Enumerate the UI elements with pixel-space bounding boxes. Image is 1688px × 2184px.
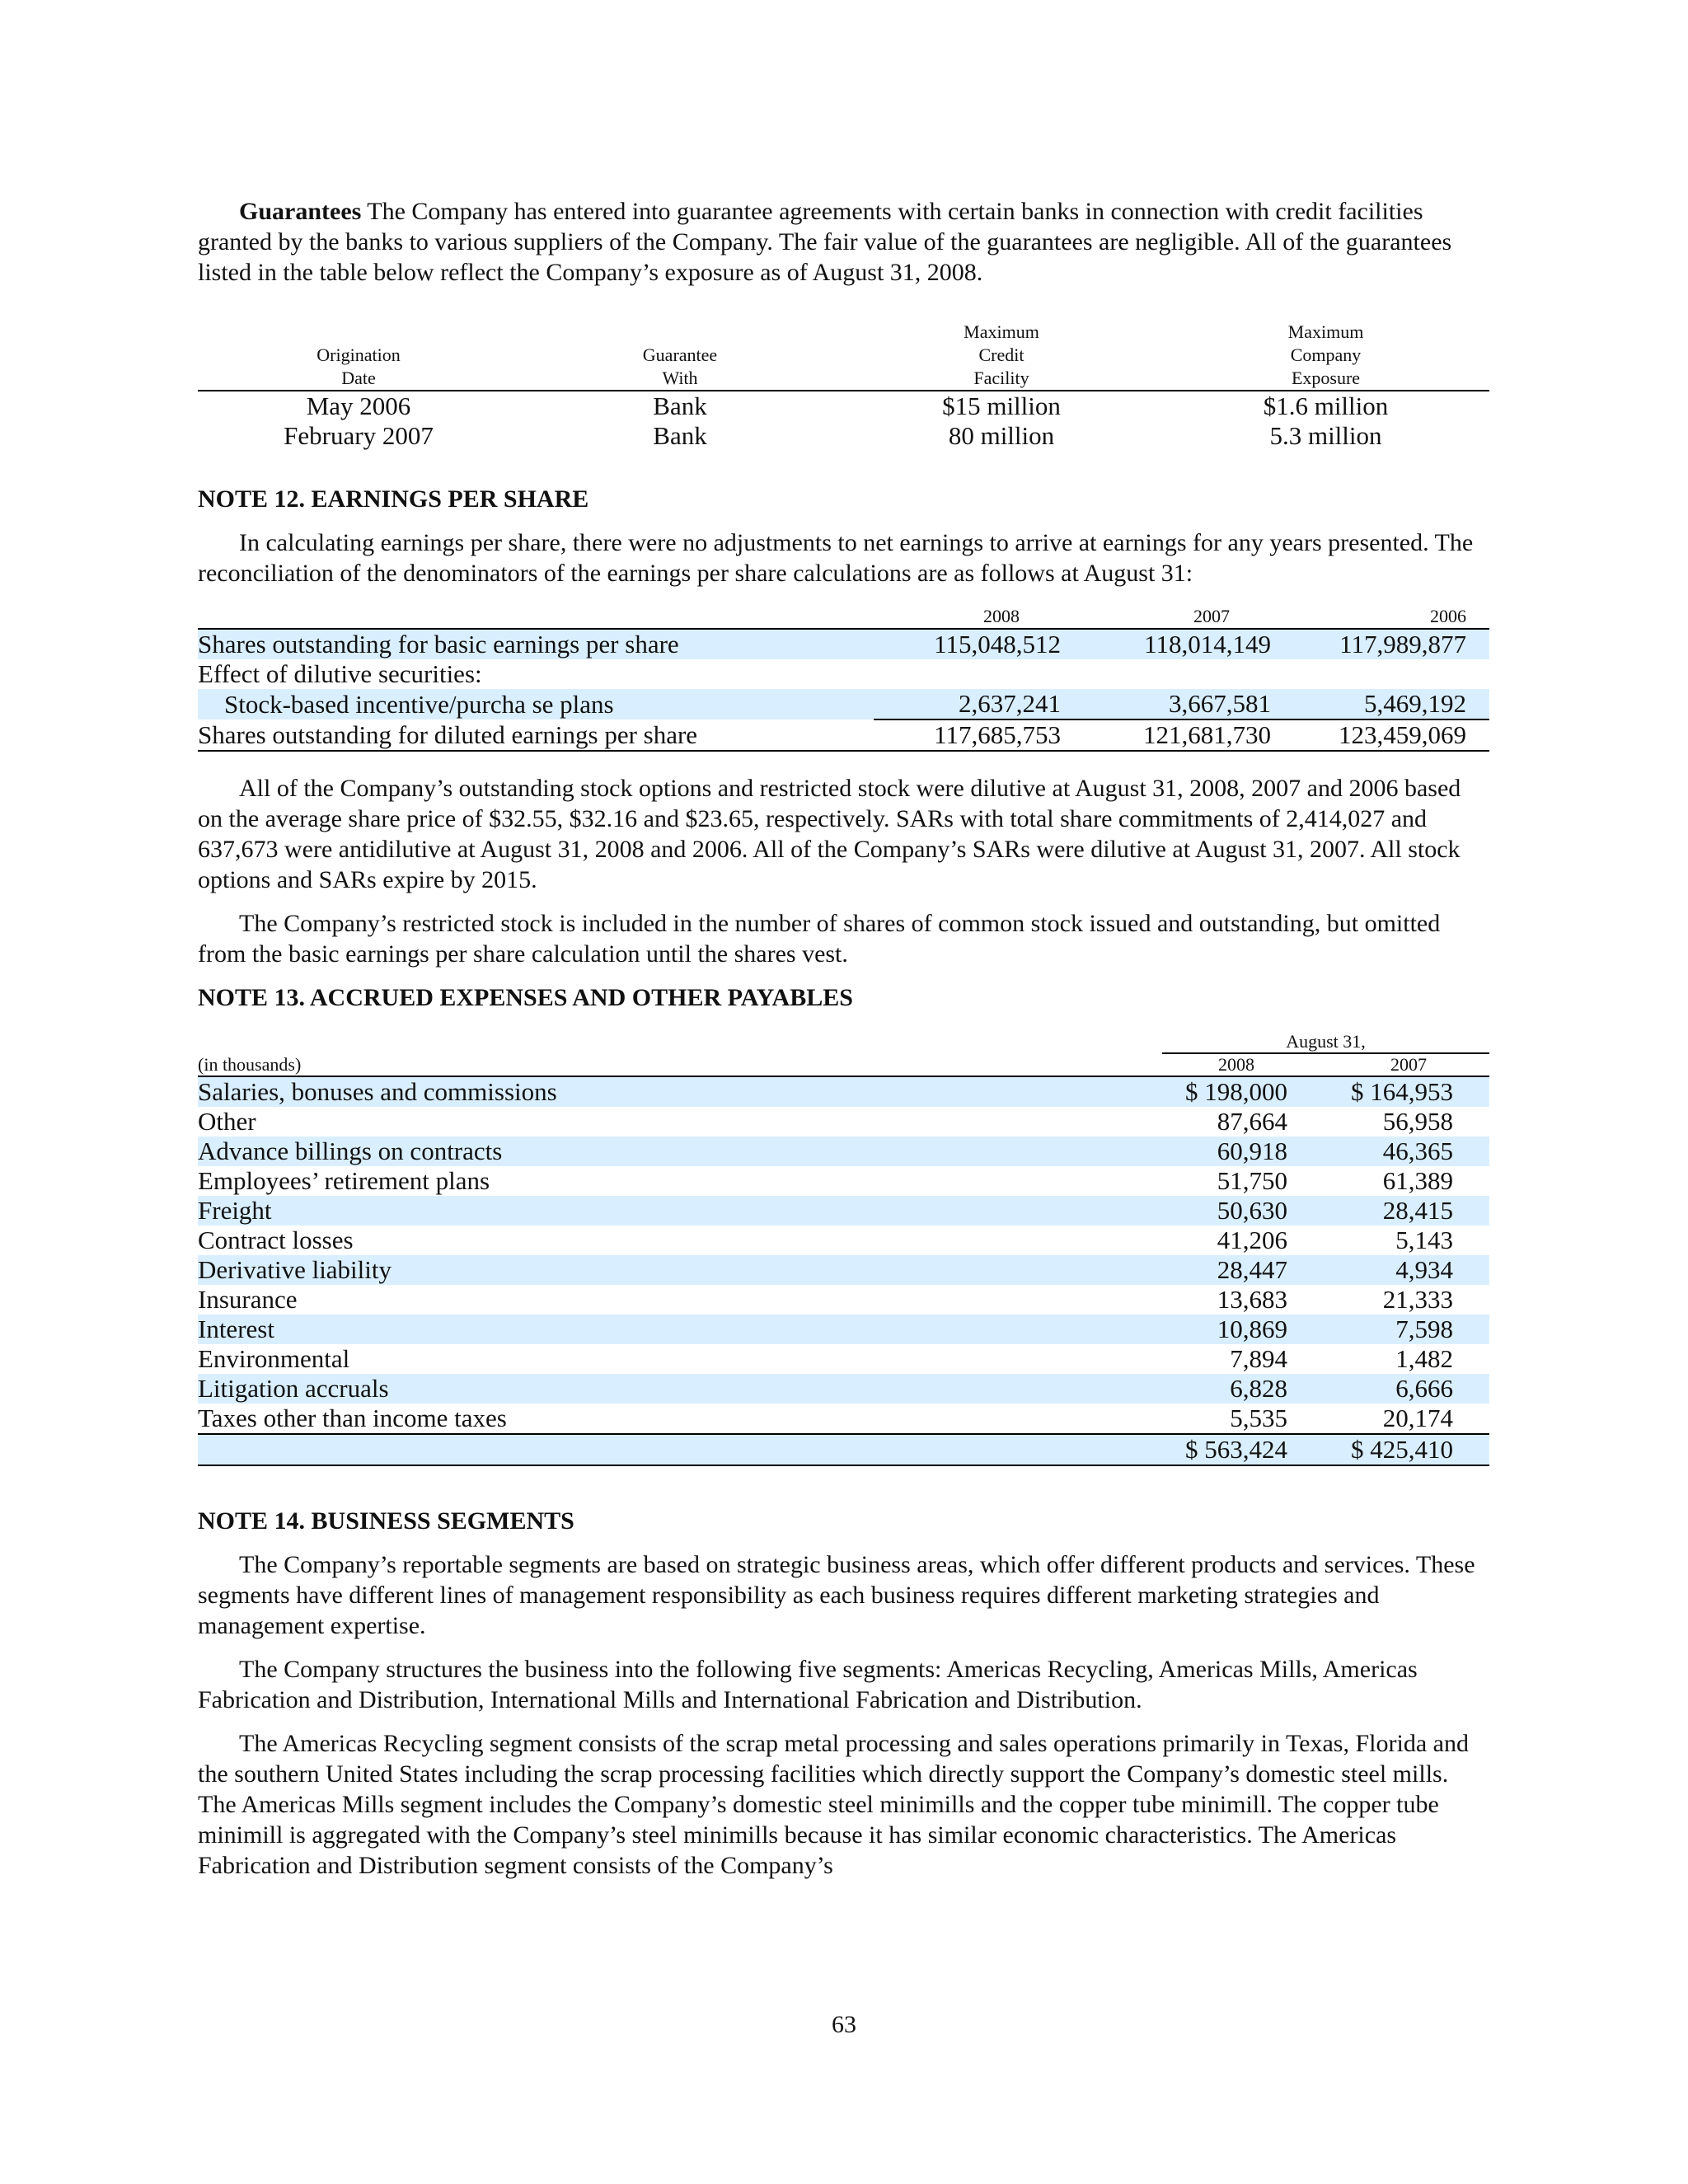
acc-value-2007: 7,598 [1324,1315,1489,1344]
table-row [198,1255,1489,1285]
acc-total-label [198,1434,1162,1465]
guar-col3-l2: Credit [978,344,1025,365]
table-row [198,1344,1489,1374]
guar-col4-l2: Company [1290,344,1362,365]
acc-label: Salaries, bonuses and commissions [198,1076,1162,1107]
eps-row-label: Effect of dilutive securities: [198,659,482,688]
eps-value [1294,659,1489,689]
acc-year-2008: 2008 [1162,1053,1324,1076]
guar-col1-l2: Origination [316,344,401,365]
guarantees-paragraph [198,196,1459,288]
acc-value-2008: 50,630 [1162,1196,1324,1226]
guar-cell: $1.6 million [1263,391,1389,420]
table-row [198,1107,1489,1137]
table-row [198,1196,1489,1226]
acc-value-2007: 56,958 [1382,1107,1453,1136]
acc-label: Employees’ retirement plans [198,1166,490,1195]
guar-col2-l3: With [519,367,841,391]
guar-col1-l1 [198,321,519,344]
note14-para3: The Americas Recycling segment consists of the scrap metal processing and sales operations primarily in Texas, Florida and the southern United States including the scrap processing facilities which directly support the Company’s domestic steel mills. The Americas Mills segment includes the Company’s domestic steel minimills and the copper tube minimill. The copper tube minimill is aggregated with the Company’s steel minimills because it has similar economic characteristics. The Americas Fabrication and Distribution segment consists of the Company’s [198,1730,1469,1879]
eps-value [874,659,1084,689]
acc-value-2008: 6,828 [1162,1374,1324,1404]
acc-value-2008: 13,683 [1217,1285,1287,1314]
guar-col4-l1: Maximum [1287,321,1364,342]
acc-value-2008: 51,750 [1217,1166,1287,1195]
guar-cell: May 2006 [306,391,411,420]
acc-label: Freight [198,1196,1162,1226]
acc-value-2007: 46,365 [1324,1137,1489,1166]
acc-total-2007: $ 425,410 [1324,1434,1489,1465]
table-row [198,1374,1489,1404]
acc-value-2008: $ 198,000 [1162,1076,1324,1107]
eps-value: 121,681,730 [1084,719,1294,751]
total-row [198,1434,1489,1465]
note12-para2: All of the Company’s outstanding stock options and restricted stock were dilutive at August 31, 2008, 2007 and 2006 based on the average share price of $32.55, $32.16 and $23.65, respectively. SARs with total share commitments of 2,414,027 and 637,673 were antidilutive at August 31, 2008 and 2006. All of the Company’s SARs were dilutive at August 31, 2007. All stock options and SARs expire by 2015. [198,775,1461,893]
acc-value-2008: 7,894 [1230,1344,1287,1373]
eps-row-label: Shares outstanding for basic earnings per share [198,629,874,659]
acc-value-2007: 61,389 [1382,1166,1453,1195]
guar-cell: 80 million [948,421,1055,450]
acc-value-2008: 5,535 [1230,1404,1287,1432]
guar-cell: $15 million [942,391,1061,420]
note12-title: NOTE 12. EARNINGS PER SHARE [198,485,589,513]
acc-label: Derivative liability [198,1255,1162,1285]
acc-value-2007: 20,174 [1382,1404,1453,1432]
guar-cell: 5.3 million [1269,421,1382,450]
guarantees-heading: Guarantees [239,198,362,225]
eps-row-label: Stock-based incentive/purcha se plans [198,689,874,719]
guar-col2-l1 [519,321,841,344]
accrued-table [198,1031,1489,1466]
note13-title: NOTE 13. ACCRUED EXPENSES AND OTHER PAYABLES [198,984,853,1011]
table-row [198,629,1489,659]
acc-value-2007: 21,333 [1382,1285,1453,1314]
table-row [198,1226,1489,1255]
acc-value-2007: 28,415 [1324,1196,1489,1226]
acc-value-2007: 1,482 [1395,1344,1453,1373]
eps-value: 123,459,069 [1294,719,1489,751]
table-row [198,1076,1489,1107]
eps-value: 3,667,581 [1084,689,1294,719]
note12-para3: The Company’s restricted stock is included in the number of shares of common stock issued and outstanding, but omitted from the basic earnings per share calculation until the shares vest. [198,910,1441,968]
note14-para2: The Company structures the business into the following five segments: Americas Recycling, Americas Mills, Americas Fabrication and Distribution, International Mills and International Fabrication and Distribution. [198,1656,1418,1713]
eps-value: 117,685,753 [874,719,1084,751]
acc-value-2008: 87,664 [1217,1107,1287,1136]
eps-value: 115,048,512 [874,629,1084,659]
acc-label: Contract losses [198,1226,354,1254]
guarantees-text: The Company has entered into guarantee agreements with certain banks in connection with credit facilities granted by the banks to various suppliers of the Company. The fair value of the guarantees are negligible. All of the guarantees listed in the table below reflect the Company’s exposure as of August 31, 2008. [198,198,1452,286]
page-number: 63 [832,2011,856,2038]
table-row [198,689,1489,719]
acc-value-2007: $ 164,953 [1324,1076,1489,1107]
table-row [198,1404,1489,1434]
acc-header-blank [198,1031,1162,1053]
acc-label: Interest [198,1315,1162,1344]
eps-year-2008: 2008 [874,605,1084,629]
table-row [198,421,1489,451]
acc-value-2007: 6,666 [1324,1374,1489,1404]
guar-col4-l3: Exposure [1162,367,1489,391]
eps-year-2006: 2006 [1294,605,1489,629]
guar-cell: Bank [653,391,707,420]
table-row [198,391,1489,421]
note12-intro: In calculating earnings per share, there were no adjustments to net earnings to arrive at earnings for any years presented. The reconciliation of the denominators of the earnings per share calculations are as follows at August 31: [198,529,1474,587]
table-row [198,1137,1489,1166]
acc-label: Environmental [198,1344,350,1373]
acc-value-2008: 41,206 [1217,1226,1287,1254]
guar-col2-l2: Guarantee [642,344,718,365]
eps-value: 5,469,192 [1294,689,1489,719]
acc-label: Advance billings on contracts [198,1137,1162,1166]
guar-col3-l1: Maximum [964,321,1039,342]
guar-col1-l3: Date [198,367,519,391]
eps-value: 2,637,241 [874,689,1084,719]
acc-value-2008: 60,918 [1162,1137,1324,1166]
note14-title: NOTE 14. BUSINESS SEGMENTS [198,1507,574,1535]
table-row [198,1285,1489,1315]
acc-value-2008: 10,869 [1162,1315,1324,1344]
acc-total-2008: $ 563,424 [1162,1434,1324,1465]
eps-year-2007: 2007 [1084,605,1294,629]
eps-value: 117,989,877 [1294,629,1489,659]
acc-label: Litigation accruals [198,1374,1162,1404]
acc-value-2007: 4,934 [1324,1255,1489,1285]
acc-value-2007: 5,143 [1395,1226,1453,1254]
table-row [198,659,1489,689]
eps-value: 118,014,149 [1084,629,1294,659]
guar-cell: Bank [653,421,707,450]
acc-value-2008: 28,447 [1162,1255,1324,1285]
document-page [198,196,1489,1881]
eps-value [1084,659,1294,689]
guarantees-table [198,321,1489,451]
eps-table [198,605,1489,752]
acc-period: August 31, [1162,1031,1489,1053]
table-row [198,1315,1489,1344]
table-row [198,719,1489,751]
table-row [198,1166,1489,1196]
guar-cell: February 2007 [284,421,434,450]
acc-label: Other [198,1107,256,1136]
acc-label: Taxes other than income taxes [198,1404,507,1432]
acc-year-2007: 2007 [1324,1053,1489,1076]
guar-col3-l3: Facility [841,367,1162,391]
note14-para1: The Company’s reportable segments are based on strategic business areas, which offer different products and services. These segments have different lines of management responsibility as each business requires different marketing strategies and management expertise. [198,1551,1475,1639]
eps-row-label: Shares outstanding for diluted earnings per share [198,719,874,751]
acc-label: Insurance [198,1285,298,1314]
eps-header-blank [198,605,874,629]
acc-unit: (in thousands) [198,1053,1162,1076]
